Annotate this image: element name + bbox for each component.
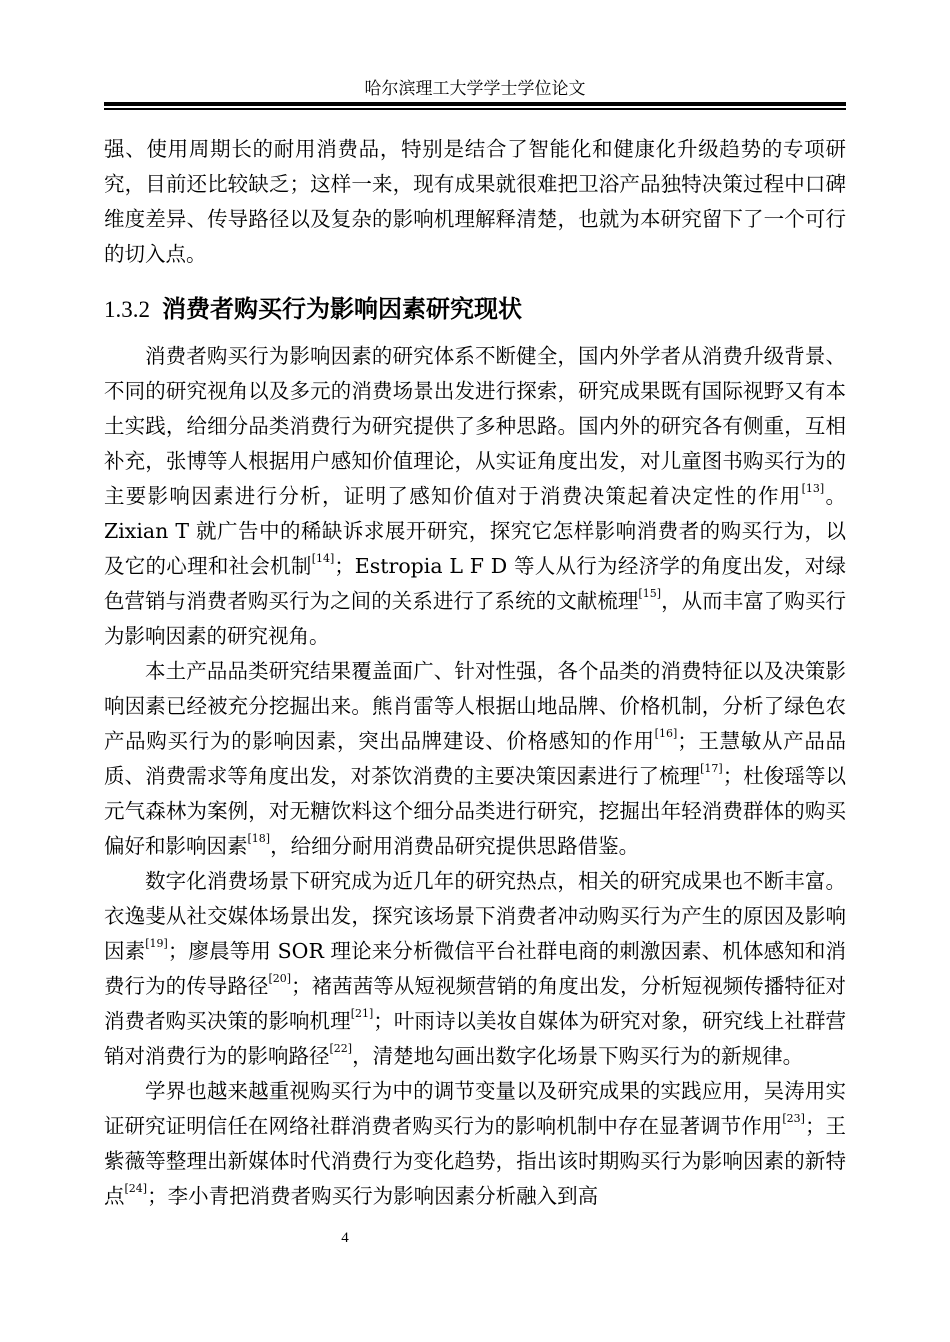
section-heading xyxy=(104,292,846,327)
citation-13: [13] xyxy=(801,482,825,495)
section-title: 消费者购买行为影响因素研究现状 xyxy=(162,295,522,323)
text-run: ，清楚地勾画出数字化场景下购买行为的新规律。 xyxy=(352,1044,804,1068)
text-run: 学界也越来越重视购买行为中的调节变量以及研究成果的实践应用，吴涛用实证研究证明信任在网络社群消费者购买行为的影响机制中存在显著调节作用 xyxy=(104,1079,846,1138)
page-number: 4 xyxy=(341,1230,349,1246)
paragraph-4 xyxy=(104,1074,846,1214)
text-run: ，从而丰富了购买行为影响因素的研究视角。 xyxy=(104,589,847,648)
text-run: 本土产品品类研究结果覆盖面广、针对性强，各个品类的消费特征以及决策影响因素已经被充分挖掘出来。熊肖雷等人根据山地品牌、价格机制，分析了绿色农产品购买行为的影响因素，突出品牌建设、价格感知的作用 xyxy=(104,659,846,753)
citation-23: [23] xyxy=(782,1112,805,1125)
text-run: ；叶雨诗以美妆自媒体为研究对象，研究线上社群营销对消费行为的影响路径 xyxy=(104,1009,847,1068)
text-run: ；廖晨等用 SOR 理论来分析微信平台社群电商的刺激因素、机体感知和消费行为的传导路径 xyxy=(104,939,846,998)
paragraph-1 xyxy=(104,339,846,654)
text-run: ，给细分耐用消费品研究提供思路借鉴。 xyxy=(270,834,640,858)
citation-21: [21] xyxy=(350,1007,374,1020)
paragraph-continued: 强、使用周期长的耐用消费品，特别是结合了智能化和健康化升级趋势的专项研究，目前还比较缺乏；这样一来，现有成果就很难把卫浴产品独特决策过程中口碑维度差异、传导路径以及复杂的影响机理解释清楚，也就为本研究留下了一个可行的切入点。 xyxy=(104,137,846,266)
text-run: ；褚茜茜等从短视频营销的角度出发，分析短视频传播特征对消费者购买决策的影响机理 xyxy=(104,974,847,1033)
citation-17: [17] xyxy=(700,762,723,775)
citation-20: [20] xyxy=(268,972,292,985)
text-run: 消费者购买行为影响因素的研究体系不断健全，国内外学者从消费升级背景、不同的研究视角以及多元的消费场景出发进行探索，研究成果既有国际视野又有本土实践，给细分品类消费行为研究提供了多种思路。国内外的研究各有侧重，互相补充，张博等人根据用户感知价值理论，从实证角度出发，对儿童图书购买行为的主要影响因素进行分析，证明了感知价值对于消费决策起着决定性的作用 xyxy=(104,344,846,508)
header-rule-thick xyxy=(104,102,846,106)
page-body xyxy=(104,132,846,1214)
citation-16: [16] xyxy=(654,727,678,740)
running-header: 哈尔滨理工大学学士学位论文 xyxy=(364,79,586,99)
citation-22: [22] xyxy=(329,1042,353,1055)
citation-15: [15] xyxy=(638,587,662,600)
citation-19: [19] xyxy=(145,937,168,950)
text-run: ；Estropia L F D 等人从行为经济学的角度出发，对绿色营销与消费者购买行为之间的关系进行了系统的文献梳理 xyxy=(104,554,847,613)
section-number: 1.3.2 xyxy=(104,297,150,322)
citation-14: [14] xyxy=(311,552,335,565)
header-rule-thin xyxy=(104,108,846,110)
citation-24: [24] xyxy=(124,1182,148,1195)
text-run: 数字化消费场景下研究成为近几年的研究热点，相关的研究成果也不断丰富。衣逸斐从社交媒体场景出发，探究该场景下消费者冲动购买行为产生的原因及影响因素 xyxy=(104,869,846,963)
text-run: ；李小青把消费者购买行为影响因素分析融入到高 xyxy=(147,1184,599,1208)
text-run: 。Zixian T 就广告中的稀缺诉求展开研究，探究它怎样影响消费者的购买行为，以及它的心理和社会机制 xyxy=(104,484,847,578)
citation-18: [18] xyxy=(247,832,271,845)
text-run: ；杜俊瑶等以元气森林为案例，对无糖饮料这个细分品类进行研究，挖掘出年轻消费群体的购买偏好和影响因素 xyxy=(104,764,846,858)
paragraph-3 xyxy=(104,864,846,1074)
paragraph-2 xyxy=(104,654,846,864)
text-run: ；王紫薇等整理出新媒体时代消费行为变化趋势，指出该时期购买行为影响因素的新特点 xyxy=(104,1114,847,1208)
text-run: ；王慧敏从产品品质、消费需求等角度出发，对茶饮消费的主要决策因素进行了梳理 xyxy=(104,729,847,788)
